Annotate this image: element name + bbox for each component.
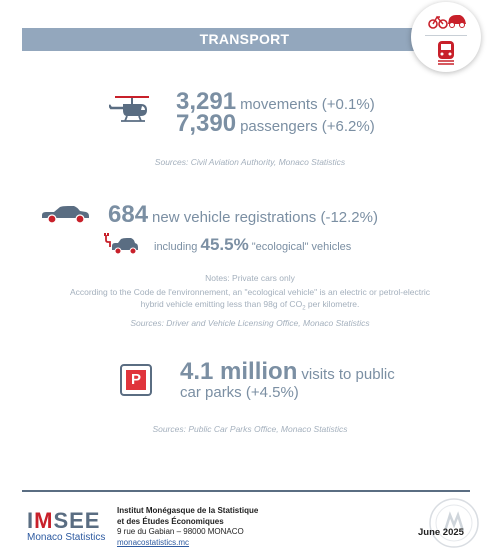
parking-visits-line-1 bbox=[180, 358, 395, 386]
seal-icon bbox=[428, 497, 480, 549]
helicopter-icon bbox=[109, 96, 155, 126]
visits-text-1: visits to public bbox=[301, 366, 395, 383]
institute-line-2: et des Études Économiques bbox=[117, 516, 224, 526]
vehicle-note-1: Notes: Private cars only bbox=[205, 273, 295, 283]
bike-car-icon bbox=[427, 10, 467, 30]
badge-divider bbox=[425, 35, 467, 36]
vehicle-note-3-text-a: hybrid vehicle emitting less than 98g of CO bbox=[140, 299, 303, 309]
passengers-value: 7,390 bbox=[176, 110, 237, 137]
vehicles-source: Sources: Driver and Vehicle Licensing Office, Monaco Statistics bbox=[130, 318, 370, 328]
logo-suffix: SEE bbox=[53, 508, 101, 533]
co2-subscript: 2 bbox=[302, 305, 306, 312]
train-icon bbox=[436, 40, 456, 66]
website-link[interactable]: monacostatistics.mc bbox=[117, 537, 190, 547]
parking-source: Sources: Public Car Parks Office, Monaco Statistics bbox=[152, 424, 348, 434]
vehicle-note-3-text-b: per kilometre. bbox=[305, 299, 360, 309]
air-passengers bbox=[176, 110, 375, 138]
footer-divider bbox=[22, 490, 470, 492]
imsee-logo bbox=[27, 508, 100, 534]
ecological-prefix: including bbox=[154, 241, 198, 253]
ecological-suffix: "ecological" vehicles bbox=[251, 241, 352, 253]
movements-text: movements (+0.1%) bbox=[240, 96, 375, 113]
logo-subtitle: Monaco Statistics bbox=[27, 532, 106, 543]
vehicle-note-3 bbox=[0, 298, 500, 315]
vehicle-registrations bbox=[108, 201, 378, 229]
publication-date: June 2025 bbox=[418, 527, 464, 538]
passengers-text: passengers (+6.2%) bbox=[240, 118, 375, 135]
institute-info bbox=[117, 506, 258, 548]
parking-letter: P bbox=[126, 370, 146, 390]
movements-value: 3,291 bbox=[176, 88, 237, 115]
logo-m: M bbox=[34, 508, 54, 533]
institute-address: 9 rue du Gabian – 98000 MONACO bbox=[117, 527, 244, 536]
logo-prefix: I bbox=[27, 508, 35, 533]
institute-line-1: Institut Monégasque de la Statistique bbox=[117, 506, 259, 515]
registrations-value: 684 bbox=[108, 201, 149, 228]
vehicle-note-2: According to the Code de l'environnement, an "ecological vehicle" is an electric or petrol-electric bbox=[69, 287, 431, 297]
electric-car-icon bbox=[103, 233, 139, 255]
ecological-vehicles bbox=[154, 235, 351, 255]
ecological-value: 45.5% bbox=[200, 235, 249, 254]
visits-value: 4.1 million bbox=[180, 358, 298, 385]
section-title: TRANSPORT bbox=[22, 28, 467, 51]
registrations-text: new vehicle registrations (-12.2%) bbox=[152, 209, 378, 226]
car-icon bbox=[40, 204, 90, 224]
air-source: Sources: Civil Aviation Authority, Monaco Statistics bbox=[154, 157, 346, 167]
parking-icon bbox=[120, 364, 152, 396]
transport-badge bbox=[411, 2, 481, 72]
visits-text-2: car parks (+4.5%) bbox=[180, 384, 299, 401]
